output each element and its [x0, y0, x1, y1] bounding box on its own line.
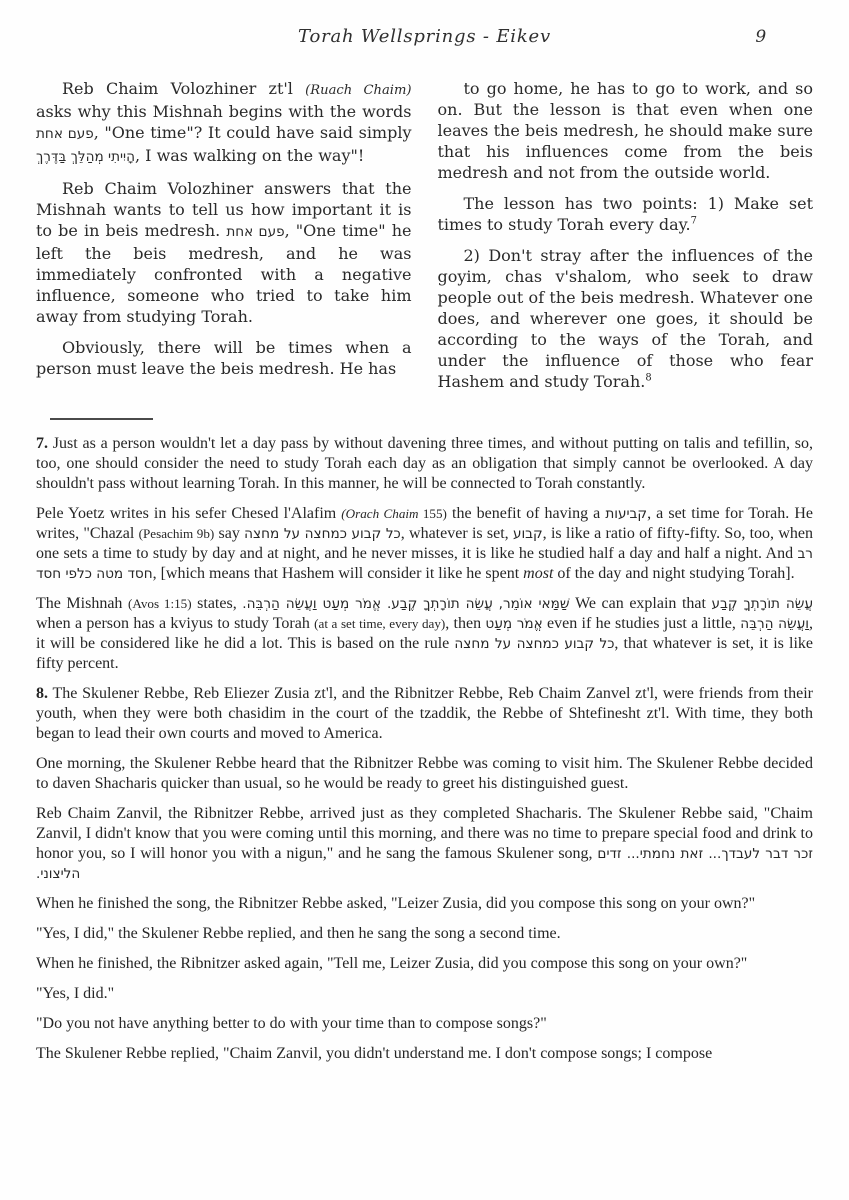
paragraph: 2) Don't stray after the influences of the goyim, chas v'shalom, who seek to draw people out of the beis medresh. Whatever one does, and wherever one goes, it should be according to the ways of the Torah, and under the influence of those who fear Hashem and study Torah.$^8$: [437, 246, 813, 391]
right-column: [438, 78, 814, 402]
paragraph: Obviously, there will be times when a person must leave the beis medresh. He has: [36, 338, 412, 378]
left-column: [36, 78, 412, 402]
paragraph: Pele Yoetz writes in his sefer Chesed l'Alafim (Orach Chaim 155) the benefit of having a קביעות, a set time for Torah. He writes, "Chazal (Pesachim 9b) say כל קבוע כמחצה על מחצה, whatever is set, קבוע, is like a ratio of fifty-fifty. So, too, when one sets a time to study by day and at night, and he never misses, it is like he studied half a day and half a night. And רב חסד מטה כלפי חסד, [which means that Hashem will consider it like he spent most of the day and night studying Torah].: [36, 505, 814, 582]
paragraph: "Do you not have anything better to do with your time than to compose songs?": [36, 1015, 547, 1032]
paragraph: The lesson has two points: 1) Make set times to study Torah every day.$^7$: [437, 194, 813, 234]
paragraph: 8. The Skulener Rebbe, Reb Eliezer Zusia zt'l, and the Ribnitzer Rebbe, Reb Chaim Zanvel zt'l, were friends from their youth, when they were both chasidim in the court of the tzaddik, the Rebbe of Shtefinesht zt'l. With time, they both began to lead their own courts and moved to America.: [36, 685, 813, 742]
hebrew-text: כל קבוע כמחצה על מחצה: [244, 526, 401, 542]
paragraph: Reb Chaim Volozhiner zt'l (Ruach Chaim) asks why this Mishnah begins with the words פעם אחת, "One time"? It could have said simply הָיִיתִי מְהַלֵּךְ בַּדֶּרֶךְ, I was walking on the way"!: [36, 79, 412, 165]
paragraph: Reb Chaim Volozhiner answers that the Mishnah wants to tell us how important it is to be in beis medresh. פעם אחת, "One time" he left the beis medresh, and he was immediately confronted with a negative influence, someone who tried to take him away from studying Torah.: [36, 179, 412, 326]
footnotes-section: [36, 434, 813, 1064]
page-header: [36, 26, 813, 50]
hebrew-text: וַעֲשֵׂה הַרְבֵּה: [740, 616, 809, 632]
paragraph: When he finished the song, the Ribnitzer Rebbe asked, "Leizer Zusia, did you compose this song on your own?": [36, 895, 756, 912]
hebrew-text: שַׁמַּאי אוֹמֵר, עֲשֵׂה תוֹרָתְךָ קֶבַע. אֱמֹר מְעַט וַעֲשֵׂה הַרְבֵּה.: [242, 596, 570, 612]
main-text: [36, 78, 813, 402]
paragraph: to go home, he has to go to work, and so on. But the lesson is that even when one leaves the beis medresh, he should make sure that his influences come from the beis medresh and not from the outside world.: [437, 79, 813, 182]
hebrew-text: זכר דבר לעבדך... זאת נחמתי... זדים הליצוני.: [36, 846, 814, 882]
paragraph: "Yes, I did.": [36, 985, 115, 1002]
footnote-separator: [50, 418, 153, 420]
paragraph: When he finished, the Ribnitzer asked again, "Tell me, Leizer Zusia, did you compose this song on your own?": [36, 955, 748, 972]
paragraph: "Yes, I did," the Skulener Rebbe replied, and then he sang the song a second time.: [36, 925, 561, 942]
hebrew-text: הָיִיתִי מְהַלֵּךְ בַּדֶּרֶךְ: [36, 149, 135, 165]
hebrew-text: פעם אחת: [36, 126, 94, 142]
hebrew-text: כל קבוע כמחצה על מחצה: [454, 636, 615, 652]
page-header-title: Torah Wellsprings - Eikev: [298, 26, 551, 47]
page-number: 9: [755, 27, 767, 47]
paragraph: Reb Chaim Zanvil, the Ribnitzer Rebbe, arrived just as they completed Shacharis. The Skulener Rebbe said, "Chaim Zanvil, I didn't know that you were coming until this morning, and there was no time to prepare special food and drink to honor you, so I will honor you with a nigun," and he sang the famous Skulener song, זכר דבר לעבדך... זאת נחמתי... זדים הליצוני.: [36, 805, 814, 882]
paragraph: One morning, the Skulener Rebbe heard that the Ribnitzer Rebbe was coming to visit him. The Skulener Rebbe decided to daven Shacharis quicker than usual, so he would be ready to greet his distinguished guest.: [36, 755, 813, 792]
paragraph: The Mishnah (Avos 1:15) states, שַׁמַּאי אוֹמֵר, עֲשֵׂה תוֹרָתְךָ קֶבַע. אֱמֹר מְעַט וַעֲשֵׂה הַרְבֵּה. We can explain that עֲשֵׂה תוֹרָתְךָ קֶבַע when a person has a kviyus to study Torah (at a set time, every day), then אֱמֹר מְעַט even if he studies just a little, וַעֲשֵׂה הַרְבֵּה, it will be considered like he did a lot. This is based on the rule כל קבוע כמחצה על מחצה, that whatever is set, it is like fifty percent.: [36, 595, 814, 672]
hebrew-text: קבוע: [512, 526, 543, 542]
paragraph: 7. Just as a person wouldn't let a day pass by without davening three times, and without putting on talis and tefillin, so, too, one should consider the need to study Torah each day as an obligation that simply cannot be overlooked. A day shouldn't pass without learning Torah. In this manner, he will be connected to Torah constantly.: [36, 435, 813, 492]
paragraph: The Skulener Rebbe replied, "Chaim Zanvil, you didn't understand me. I don't compose songs; I compose: [36, 1045, 713, 1062]
hebrew-text: אֱמֹר מְעַט: [485, 616, 543, 632]
hebrew-text: עֲשֵׂה תוֹרָתְךָ קֶבַע: [711, 596, 814, 612]
hebrew-text: פעם אחת: [226, 224, 285, 240]
hebrew-text: קביעות: [605, 506, 648, 522]
hebrew-text: רב חסד מטה כלפי חסד: [36, 546, 813, 582]
